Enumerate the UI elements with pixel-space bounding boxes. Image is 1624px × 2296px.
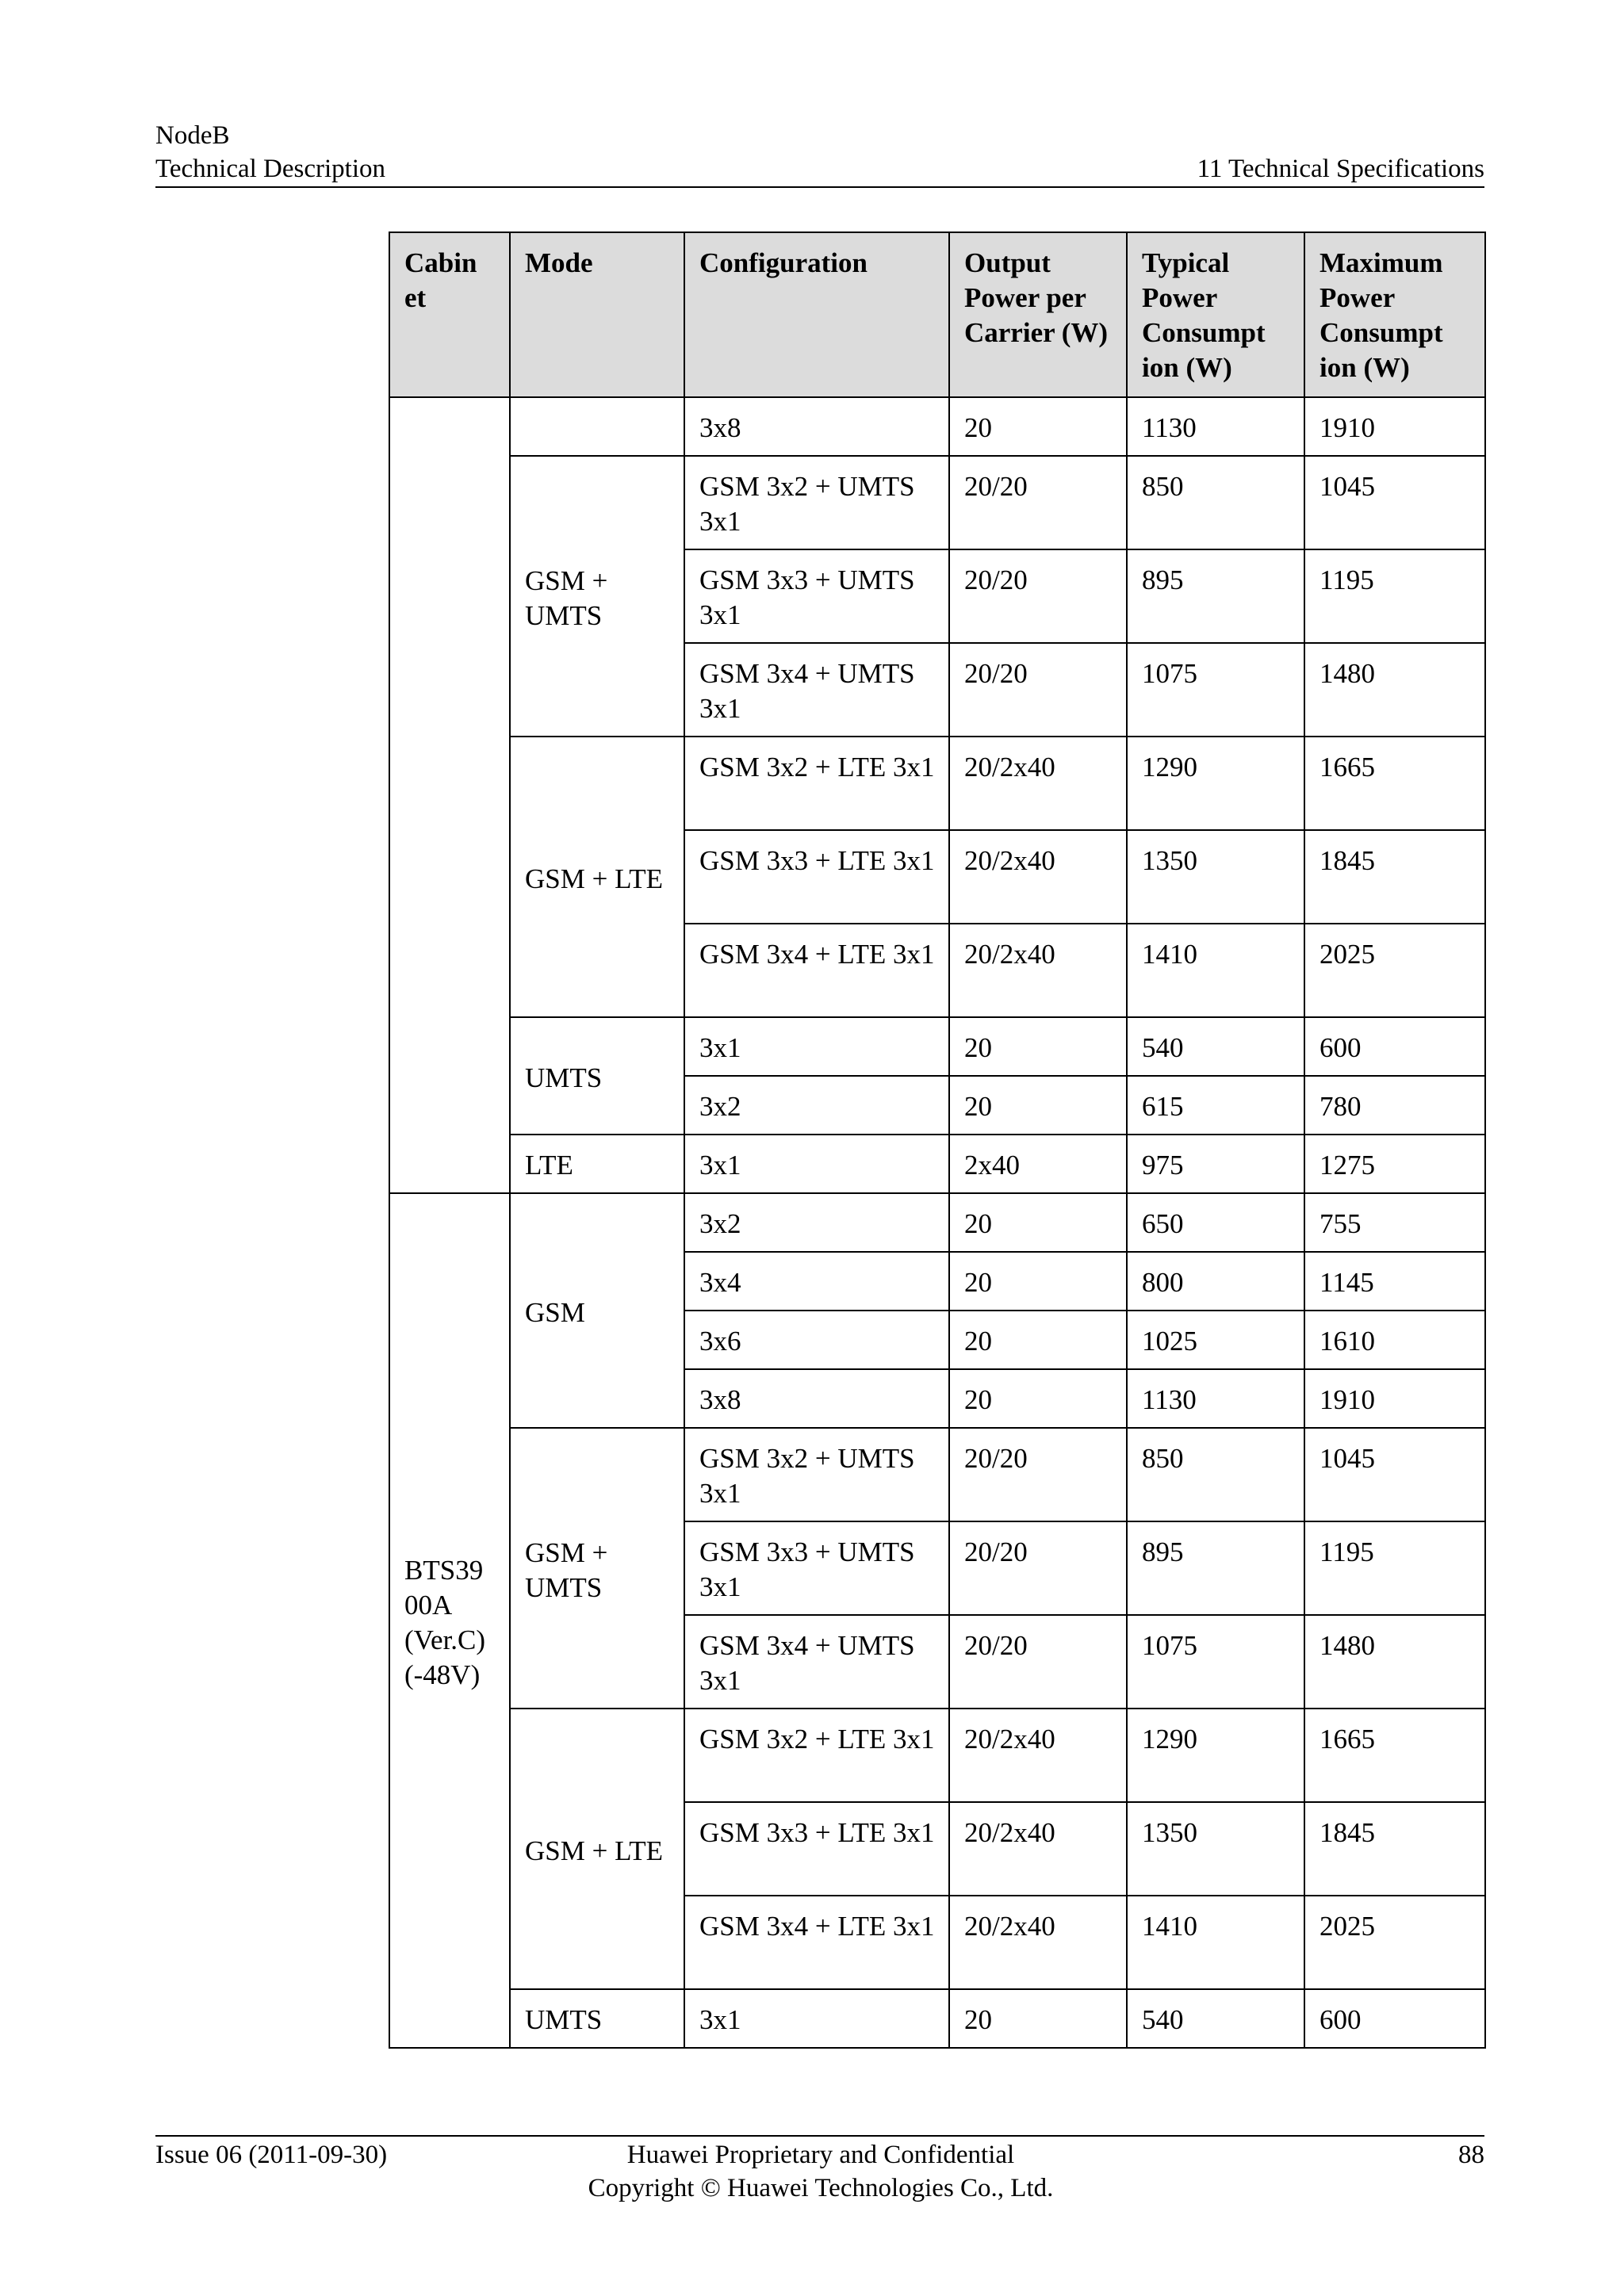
maximum-power-cell: 1845 (1304, 1802, 1485, 1896)
footer-divider (155, 2135, 1484, 2137)
maximum-power-cell: 1045 (1304, 456, 1485, 549)
configuration-cell: 3x8 (684, 397, 949, 456)
configuration-cell: 3x2 (684, 1193, 949, 1252)
header-divider (155, 186, 1484, 188)
typical-power-cell: 1025 (1127, 1311, 1304, 1369)
document-title: Technical Description (155, 155, 385, 183)
typical-power-cell: 850 (1127, 456, 1304, 549)
typical-power-cell: 895 (1127, 1521, 1304, 1615)
output-power-cell: 20/20 (949, 1428, 1127, 1521)
table-row (389, 1135, 1485, 1193)
typical-power-cell: 1350 (1127, 1802, 1304, 1896)
maximum-power-cell: 600 (1304, 1017, 1485, 1076)
maximum-power-cell: 2025 (1304, 924, 1485, 1017)
configuration-cell: GSM 3x4 + LTE 3x1 (684, 1896, 949, 1989)
maximum-power-cell: 1195 (1304, 549, 1485, 643)
configuration-cell: GSM 3x3 + UMTS 3x1 (684, 549, 949, 643)
output-power-cell: 20/2x40 (949, 1896, 1127, 1989)
table-row (389, 456, 1485, 549)
output-power-cell: 20/20 (949, 549, 1127, 643)
configuration-cell: GSM 3x4 + UMTS 3x1 (684, 643, 949, 737)
power-consumption-table (389, 232, 1486, 2049)
product-name: NodeB (155, 121, 230, 150)
table-row (389, 397, 1485, 456)
configuration-cell: GSM 3x4 + UMTS 3x1 (684, 1615, 949, 1709)
output-power-cell: 20 (949, 1369, 1127, 1428)
configuration-cell: GSM 3x3 + LTE 3x1 (684, 1802, 949, 1896)
output-power-cell: 2x40 (949, 1135, 1127, 1193)
maximum-power-cell: 755 (1304, 1193, 1485, 1252)
cabinet-cell-continued (389, 397, 510, 1193)
output-power-cell: 20 (949, 397, 1127, 456)
output-power-cell: 20/2x40 (949, 830, 1127, 924)
output-power-cell: 20/2x40 (949, 924, 1127, 1017)
mode-cell-gsm: GSM (510, 1193, 684, 1428)
chapter-title: 11 Technical Specifications (1197, 155, 1484, 183)
configuration-cell: 3x1 (684, 1989, 949, 2048)
column-header-maximum-power: Maximum Power Consumpt ion (W) (1304, 232, 1485, 397)
configuration-cell: GSM 3x2 + UMTS 3x1 (684, 1428, 949, 1521)
copyright-notice: Copyright © Huawei Technologies Co., Ltd. (588, 2174, 1054, 2202)
table-row (389, 737, 1485, 830)
table-row (389, 1193, 1485, 1252)
mode-cell-gsm-umts: GSM + UMTS (510, 1428, 684, 1709)
output-power-cell: 20/2x40 (949, 737, 1127, 830)
typical-power-cell: 895 (1127, 549, 1304, 643)
typical-power-cell: 615 (1127, 1076, 1304, 1135)
mode-cell-umts: UMTS (510, 1017, 684, 1135)
mode-cell-continued (510, 397, 684, 456)
typical-power-cell: 1290 (1127, 1709, 1304, 1802)
issue-label: Issue 06 (2011-09-30) (155, 2141, 388, 2169)
output-power-cell: 20 (949, 1193, 1127, 1252)
maximum-power-cell: 1665 (1304, 737, 1485, 830)
configuration-cell: 3x6 (684, 1311, 949, 1369)
footer-center (492, 2138, 1150, 2205)
output-power-cell: 20/20 (949, 1521, 1127, 1615)
typical-power-cell: 1075 (1127, 1615, 1304, 1709)
mode-cell-gsm-umts: GSM + UMTS (510, 456, 684, 737)
table-row (389, 1989, 1485, 2048)
column-header-typical-power: Typical Power Consumpt ion (W) (1127, 232, 1304, 397)
maximum-power-cell: 1480 (1304, 643, 1485, 737)
typical-power-cell: 1350 (1127, 830, 1304, 924)
typical-power-cell: 1130 (1127, 1369, 1304, 1428)
typical-power-cell: 650 (1127, 1193, 1304, 1252)
output-power-cell: 20/20 (949, 456, 1127, 549)
maximum-power-cell: 1275 (1304, 1135, 1485, 1193)
maximum-power-cell: 1910 (1304, 1369, 1485, 1428)
maximum-power-cell: 1910 (1304, 397, 1485, 456)
output-power-cell: 20/2x40 (949, 1709, 1127, 1802)
configuration-cell: GSM 3x2 + LTE 3x1 (684, 1709, 949, 1802)
typical-power-cell: 800 (1127, 1252, 1304, 1311)
output-power-cell: 20 (949, 1311, 1127, 1369)
cabinet-cell-bts3900a: BTS39 00A (Ver.C) (-48V) (389, 1193, 510, 2048)
page-number: 88 (1458, 2141, 1484, 2169)
typical-power-cell: 975 (1127, 1135, 1304, 1193)
output-power-cell: 20 (949, 1076, 1127, 1135)
table-header-row (389, 232, 1485, 397)
column-header-mode: Mode (510, 232, 684, 397)
maximum-power-cell: 1610 (1304, 1311, 1485, 1369)
typical-power-cell: 850 (1127, 1428, 1304, 1521)
typical-power-cell: 1290 (1127, 737, 1304, 830)
typical-power-cell: 540 (1127, 1017, 1304, 1076)
configuration-cell: 3x1 (684, 1135, 949, 1193)
confidentiality-notice: Huawei Proprietary and Confidential (626, 2141, 1015, 2169)
maximum-power-cell: 600 (1304, 1989, 1485, 2048)
table-row (389, 1017, 1485, 1076)
column-header-output-power: Output Power per Carrier (W) (949, 232, 1127, 397)
mode-cell-gsm-lte: GSM + LTE (510, 737, 684, 1017)
configuration-cell: GSM 3x2 + LTE 3x1 (684, 737, 949, 830)
mode-cell-umts: UMTS (510, 1989, 684, 2048)
mode-cell-gsm-lte: GSM + LTE (510, 1709, 684, 1989)
column-header-cabinet: Cabin et (389, 232, 510, 397)
mode-cell-lte: LTE (510, 1135, 684, 1193)
maximum-power-cell: 1195 (1304, 1521, 1485, 1615)
output-power-cell: 20/2x40 (949, 1802, 1127, 1896)
configuration-cell: 3x4 (684, 1252, 949, 1311)
typical-power-cell: 1130 (1127, 397, 1304, 456)
maximum-power-cell: 1665 (1304, 1709, 1485, 1802)
typical-power-cell: 1410 (1127, 1896, 1304, 1989)
typical-power-cell: 1410 (1127, 924, 1304, 1017)
configuration-cell: GSM 3x4 + LTE 3x1 (684, 924, 949, 1017)
output-power-cell: 20 (949, 1017, 1127, 1076)
table-row (389, 1709, 1485, 1802)
maximum-power-cell: 1845 (1304, 830, 1485, 924)
configuration-cell: GSM 3x3 + UMTS 3x1 (684, 1521, 949, 1615)
page-header-left (155, 119, 385, 186)
maximum-power-cell: 1480 (1304, 1615, 1485, 1709)
output-power-cell: 20 (949, 1989, 1127, 2048)
maximum-power-cell: 2025 (1304, 1896, 1485, 1989)
configuration-cell: 3x1 (684, 1017, 949, 1076)
configuration-cell: GSM 3x3 + LTE 3x1 (684, 830, 949, 924)
table-row (389, 1428, 1485, 1521)
output-power-cell: 20/20 (949, 1615, 1127, 1709)
maximum-power-cell: 780 (1304, 1076, 1485, 1135)
typical-power-cell: 540 (1127, 1989, 1304, 2048)
configuration-cell: 3x8 (684, 1369, 949, 1428)
typical-power-cell: 1075 (1127, 643, 1304, 737)
maximum-power-cell: 1145 (1304, 1252, 1485, 1311)
output-power-cell: 20 (949, 1252, 1127, 1311)
output-power-cell: 20/20 (949, 643, 1127, 737)
configuration-cell: GSM 3x2 + UMTS 3x1 (684, 456, 949, 549)
configuration-cell: 3x2 (684, 1076, 949, 1135)
maximum-power-cell: 1045 (1304, 1428, 1485, 1521)
column-header-configuration: Configuration (684, 232, 949, 397)
